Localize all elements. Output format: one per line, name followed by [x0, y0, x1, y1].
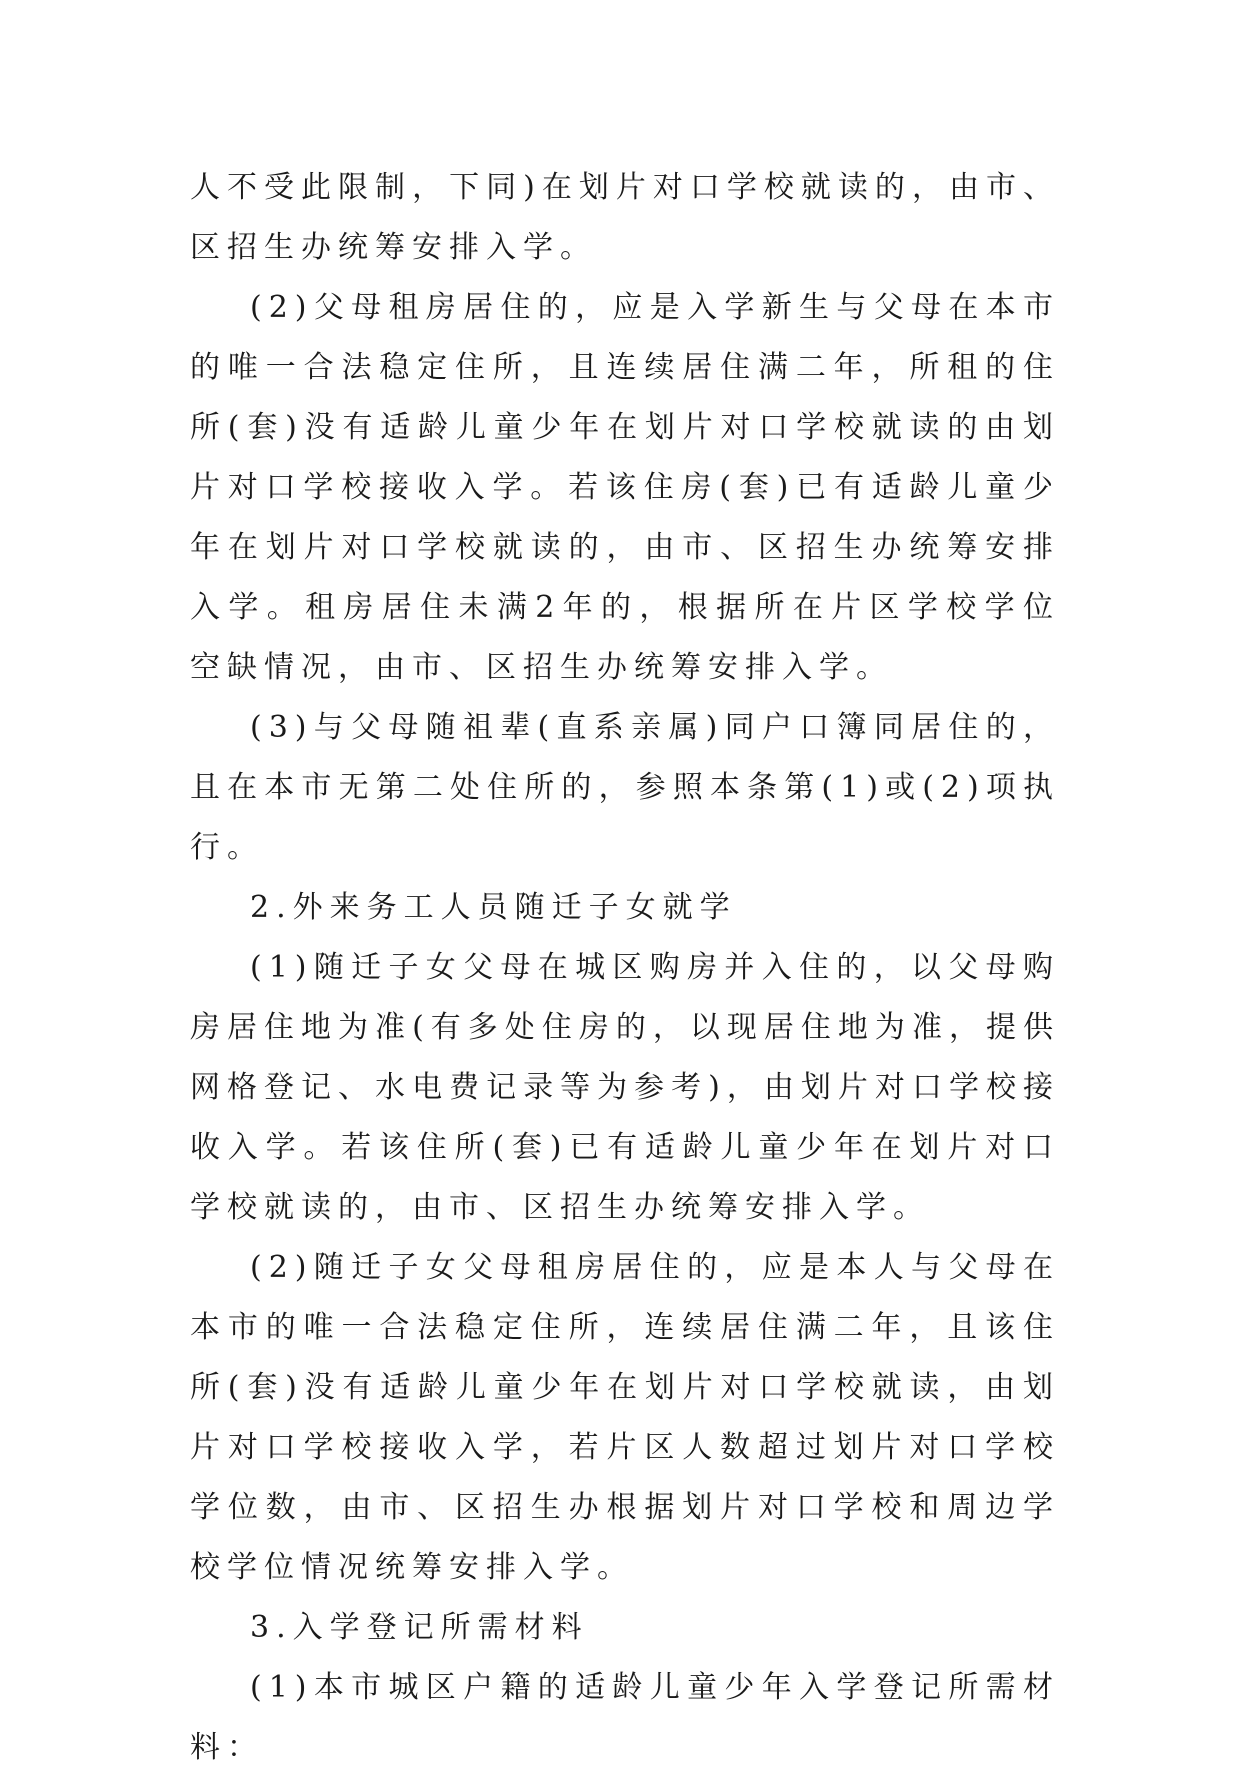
section-heading-required-materials: 3.入学登记所需材料: [250, 1610, 589, 1645]
paragraph-migrant-purchased-home: (1)随迁子女父母在城区购房并入住的，以父母购房居住地为准(有多处住房的，以现居住地为准，提供网格登记、水电费记录等为参考)，由划片对口学校接收入学。若该住所(套)已有适龄儿童少年在划片对口学校就读的，由市、区招生办统筹安排入学。: [190, 950, 1060, 1225]
paragraph-grandparents-residence: (3)与父母随祖辈(直系亲属)同户口簿同居住的，且在本市无第二处住所的，参照本条第(1)或(2)项执行。: [190, 710, 1060, 865]
document-body: [190, 158, 1060, 1778]
section-heading-migrant-children: 2.外来务工人员随迁子女就学: [250, 890, 737, 925]
paragraph-local-materials: (1)本市城区户籍的适龄儿童少年入学登记所需材料：: [190, 1670, 1060, 1765]
paragraph-continuation: 人不受此限制，下同)在划片对口学校就读的，由市、区招生办统筹安排入学。: [190, 170, 1060, 265]
paragraph-rental-residence: (2)父母租房居住的，应是入学新生与父母在本市的唯一合法稳定住所，且连续居住满二年，所租的住所(套)没有适龄儿童少年在划片对口学校就读的由划片对口学校接收入学。若该住房(套)已有适龄儿童少年在划片对口学校就读的，由市、区招生办统筹安排入学。租房居住未满2年的，根据所在片区学校学位空缺情况，由市、区招生办统筹安排入学。: [190, 290, 1060, 685]
paragraph-migrant-rental: (2)随迁子女父母租房居住的，应是本人与父母在本市的唯一合法稳定住所，连续居住满二年，且该住所(套)没有适龄儿童少年在划片对口学校就读，由划片对口学校接收入学，若片区人数超过划片对口学校学位数，由市、区招生办根据划片对口学校和周边学校学位情况统筹安排入学。: [190, 1250, 1060, 1585]
